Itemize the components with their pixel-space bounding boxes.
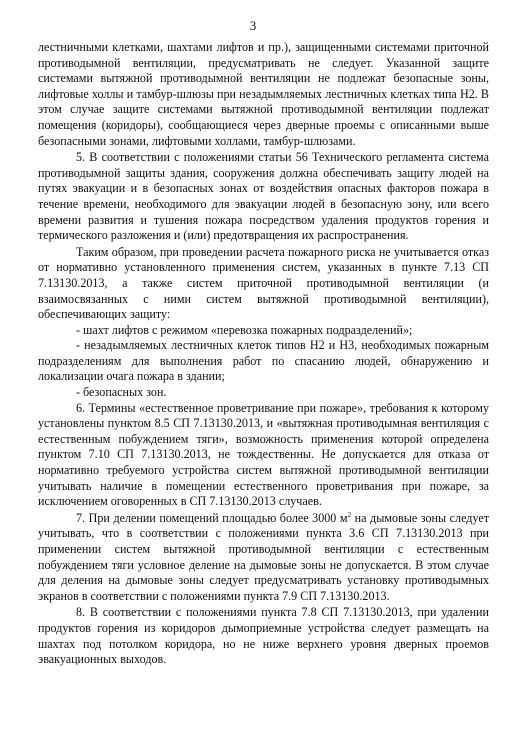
list-item-safe-zones: - безопасных зон. — [76, 385, 167, 400]
paragraph-continuation: лестничными клетками, шахтами лифтов и пр.), защищенными системами приточной противодымной вентиляции, предусматривать не следует. Указанной защите системами вытяжной противодымной вентиляции не подлежат безопасные зоны, лифтовые холлы и тамбур-шлюзы при незадымляемых лестничных клетках типа Н2. В этом случае защите системами вытяжной противодымной вентиляции подлежат помещения (коридоры), сообщающиеся через дверные проемы с описанными выше безопасными зонами, лифтовыми холлами, тамбур-шлюзами. — [38, 40, 489, 148]
paragraph-8: 8. В соответствии с положениями пункта 7.8 СП 7.13130.2013, при удалении продуктов горения из коридоров дымоприемные устройства следует размещать на шахтах под потолком коридора, но не ниже верхнего уровня дверных проемов эвакуационных выходов. — [38, 605, 489, 667]
paragraph-7-start: 7. При делении помещений площадью более 3000 м — [76, 510, 348, 525]
paragraph-7 — [38, 511, 489, 605]
document-body — [38, 40, 489, 668]
paragraph-7-rest: на дымовые зоны следует учитывать, что в соответствии с положениями пункта 3.6 СП 7.13130.2013 при применении систем вытяжной противодымной вентиляции с естественным побуждением тяги условное деление на дымовые зоны не допускается. В этом случае для деления на дымовые зоны следует предусматривать установку противодымных экранов в соответствии с положениями пункта 7.9 СП 7.13130.2013. — [38, 510, 489, 603]
page-number: 3 — [249, 18, 257, 33]
paragraph-6: 6. Термины «естественное проветривание при пожаре», требования к которому установлены пунктом 8.5 СП 7.13130.2013, и «вытяжная противодымная вентиляция с естественным побуждением тяги», возможность применения которой определена пунктом 7.10 СП 7.13130.2013, не тождественны. Не допускается для отказа от нормативно требуемого устройства систем вытяжной противодымной вентиляции учитывать наличие в помещении естественного проветривания при пожаре, за исключением оговоренных в СП 7.13130.2013 случаев. — [38, 400, 489, 509]
superscript-2: 2 — [347, 510, 352, 519]
list-item-staircases: - незадымляемых лестничных клеток типов Н2 и Н3, необходимых пожарным подразделениям для выполнения работ по спасанию людей, обнаружению и локализации очага пожара в здании; — [38, 338, 489, 384]
list-item-lift-shafts: - шахт лифтов с режимом «перевозка пожарных подразделений»; — [76, 322, 413, 337]
paragraph-risk-calculation: Таким образом, при проведении расчета пожарного риска не учитывается отказ от нормативно установленного применения систем, указанных в пункте 7.13 СП 7.13130.2013, а также систем приточной противодымной вентиляции (и взаимосвязанных с ними систем вытяжной противодымной вентиляции), обеспечивающих защиту: — [38, 244, 489, 322]
paragraph-5: 5. В соответствии с положениями статьи 56 Технического регламента система противодымной защиты здания, сооружения должна обеспечивать защиту людей на путях эвакуации и в безопасных зонах от воздействия опасных факторов пожара в течение времени, необходимого для эвакуации людей в безопасную зону, или всего времени развития и тушения пожара посредством удаления продуктов горения и термического разложения и (или) предотвращения их распространения. — [38, 150, 489, 243]
